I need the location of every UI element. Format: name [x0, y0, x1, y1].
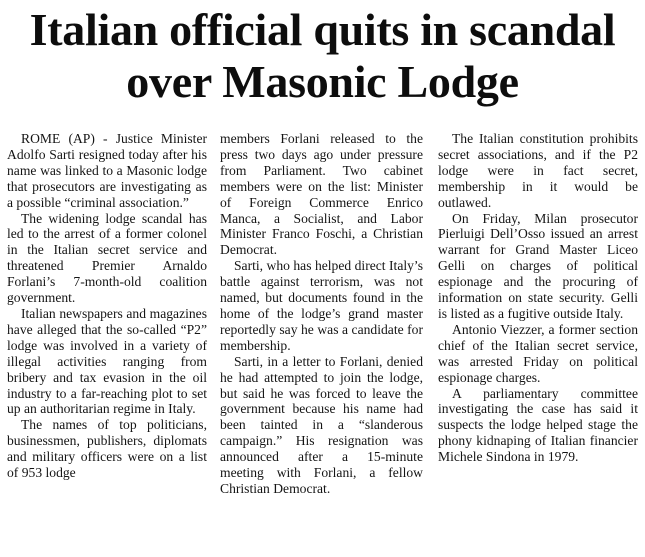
paragraph: Italian newspapers and magazines have alleged that the so-called “P2” lodge was involved in a variety of illegal activities ranging from bribery and tax evasion in the oil industry to a far-reaching plot to set up an authoritarian regime in Italy.	[7, 305, 207, 417]
paragraph: A parliamentary committee investigating the case has said it suspects the lodge helped stage the phony kidnaping of Italian financier Michele Sindona in 1979.	[438, 385, 638, 465]
paragraph: The Italian constitution prohibits secret associations, and if the P2 lodge were in fact secret, membership in it would be outlawed.	[438, 131, 638, 210]
paragraph: Sarti, who has helped direct Italy’s battle against terrorism, was not named, but documents found in the home of the lodge’s grand master reportedly say he was a candidate for membership.	[220, 258, 423, 353]
headline	[0, 4, 645, 108]
headline-line-2: over Masonic Lodge	[126, 56, 519, 107]
paragraph: members Forlani released to the press two days ago under pressure from Parliament. Two cabinet members were on the list: Minister of Foreign Commerce Enrico Manca, a Socialist, and Labor Minister Franco Foschi, a Christian Democrat.	[220, 131, 423, 258]
headline-line-1: Italian official quits in scandal	[29, 4, 616, 55]
paragraph: The widening lodge scandal has led to the arrest of a former colonel in the Italian secret service and threatened Premier Arnaldo Forlani’s 7-month-old coalition government.	[7, 210, 207, 306]
article-column-3	[438, 131, 638, 465]
paragraph: On Friday, Milan prosecutor Pierluigi Dell’Osso issued an arrest warrant for Grand Master Liceo Gelli on charges of political espionage and the procuring of information on state security. Gelli is listed as a fugitive outside Italy.	[438, 210, 638, 321]
paragraph: ROME (AP) - Justice Minister Adolfo Sarti resigned today after his name was linked to a Masonic lodge that prosecutors are investigating as a possible “criminal association.”	[7, 131, 207, 210]
article-column-2	[220, 131, 423, 497]
paragraph: Sarti, in a letter to Forlani, denied he had attempted to join the lodge, but said he was forced to leave the government because his name had been tainted in a “slanderous campaign.” His resignation was announced after a 15-minute meeting with Forlani, a fellow Christian Democrat.	[220, 353, 423, 496]
paragraph: The names of top politicians, businessmen, publishers, diplomats and military officers were on a list of 953 lodge	[7, 417, 207, 481]
paragraph: Antonio Viezzer, a former section chief of the Italian secret service, was arrested Friday on political espionage charges.	[438, 321, 638, 385]
article-column-1	[7, 131, 207, 481]
